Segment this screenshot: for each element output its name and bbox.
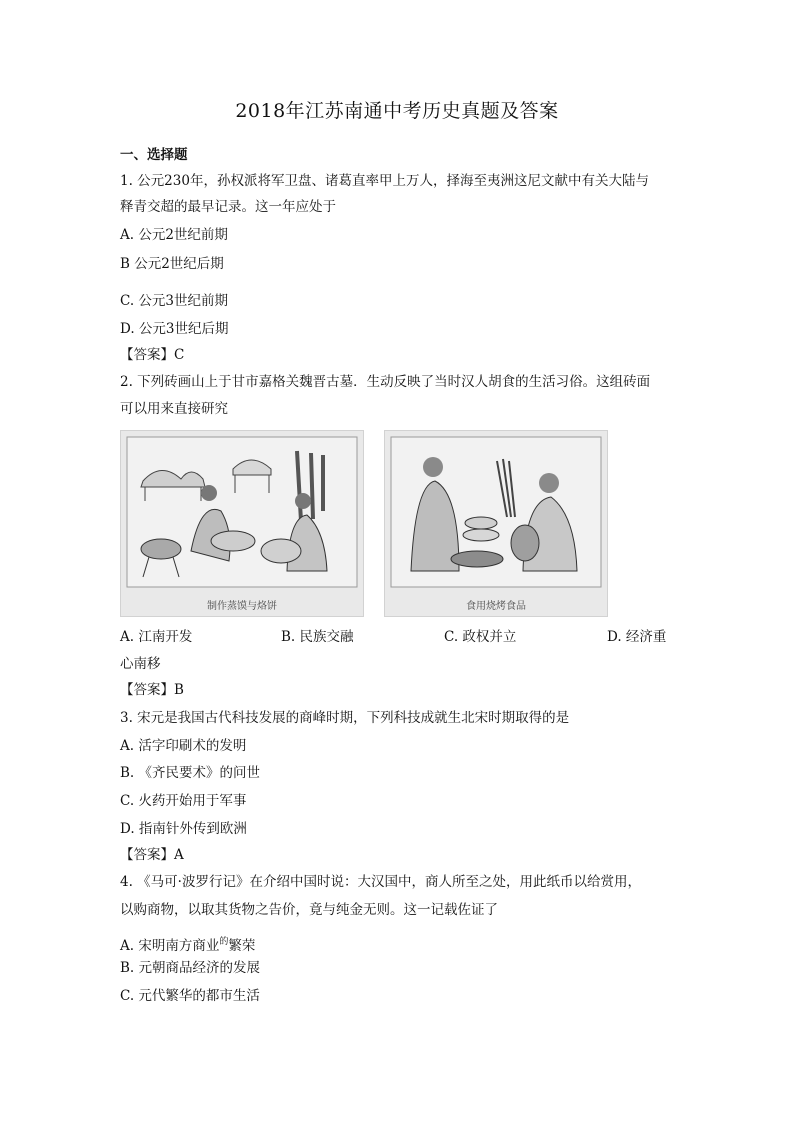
section-heading: 一、选择题	[120, 147, 188, 163]
q1-option-d: D. 公元3世纪后期	[120, 321, 229, 337]
brick-painting-right-illustration	[385, 431, 607, 591]
q4-option-b: B. 元朝商品经济的发展	[120, 960, 261, 976]
q4-option-c: C. 元代繁华的都市生活	[120, 988, 260, 1004]
q3-answer: 【答案】A	[120, 847, 184, 863]
q2-option-d-continued: 心南移	[120, 656, 161, 672]
q3-option-d: D. 指南针外传到欧洲	[120, 821, 247, 837]
q1-answer: 【答案】C	[120, 347, 185, 363]
q4-option-a	[120, 933, 255, 955]
q2-stem-line1: 2. 下列砖画山上于甘市嘉格关魏晋古墓．生动反映了当时汉人胡食的生活习俗。这组砖面	[120, 374, 651, 390]
q3-stem: 3. 宋元是我国古代科技发展的商峰时期，下列科技成就生北宋时期取得的是	[120, 710, 570, 726]
q1-option-a: A. 公元2世纪前期	[120, 227, 228, 243]
q3-option-c: C. 火药开始用于军事	[120, 793, 247, 809]
q2-option-c: C. 政权并立	[444, 629, 517, 645]
q2-option-d: D. 经济重	[607, 629, 667, 645]
q3-option-b: B. 《齐民要术》的问世	[120, 765, 261, 781]
q1-stem-line1: 1. 公元230年，孙权派将军卫盘、诸葛直率甲上万人，择海至夷洲这尼文献中有关大陆与	[120, 173, 649, 189]
q2-stem-line2: 可以用来直接研究	[120, 401, 228, 417]
q4-stem-line2: 以购商物，以取其货物之告价，竟与纯金无则。这一记载佐证了	[120, 902, 498, 918]
q2-answer: 【答案】B	[120, 682, 184, 698]
q4-option-a-superscript: 的	[219, 937, 229, 947]
q4-stem-line1: 4. 《马可·波罗行记》在介绍中国时说：大汉国中，商人所至之处，用此纸币以给赏用，	[120, 874, 641, 890]
q2-option-b: B. 民族交融	[281, 629, 354, 645]
q4-option-a-text: A. 宋明南方商业	[120, 938, 220, 954]
brick-painting-left-caption: 制作蒸馍与烙饼	[207, 601, 277, 612]
brick-painting-right	[384, 430, 608, 617]
q1-option-c: C. 公元3世纪前期	[120, 293, 229, 309]
q2-option-a: A. 江南开发	[120, 629, 193, 645]
brick-painting-left	[120, 430, 364, 617]
brick-painting-right-caption: 食用烧烤食品	[466, 601, 526, 612]
brick-painting-left-illustration	[121, 431, 363, 591]
q1-option-b: B 公元2世纪后期	[120, 256, 224, 272]
q4-option-a-tail: 繁荣	[228, 938, 256, 954]
q1-stem-line2: 释青交超的最早记录。这一年应处于	[120, 199, 336, 215]
q3-option-a: A. 活字印刷术的发明	[120, 738, 247, 754]
page-title: 2018年江苏南通中考历史真题及答案	[235, 100, 559, 122]
